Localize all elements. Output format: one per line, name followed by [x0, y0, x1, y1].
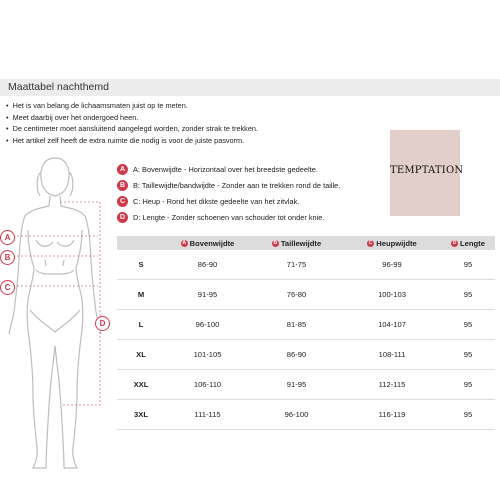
size-table-header [117, 236, 495, 250]
taillewijdte-cell: 81-85 [286, 320, 307, 329]
header-lengte: D Lengte [452, 238, 485, 248]
size-cell: M [137, 290, 145, 299]
size-cell: L [138, 320, 144, 329]
marker-c: C [0, 280, 15, 295]
size-cell: S [138, 260, 144, 269]
instruction-list [6, 100, 258, 146]
instruction-item: • Het is van belang de lichaamsmaten juist op te meten. [6, 100, 258, 112]
heupwijdte-cell: 100-103 [378, 290, 406, 299]
size-table [117, 236, 495, 430]
instruction-item: • De centimeter moet aansluitend aangelegd worden, zonder strak te trekken. [6, 123, 258, 135]
title-bar [0, 79, 500, 96]
heupwijdte-cell: 104-107 [378, 320, 406, 329]
table-row [117, 370, 495, 400]
bovenwijdte-cell: 106-110 [193, 380, 222, 389]
brand-logo [390, 130, 464, 216]
table-row [117, 280, 495, 310]
lengte-cell: 95 [463, 260, 473, 269]
lengte-cell: 95 [463, 320, 473, 329]
heupwijdte-cell: 116-119 [378, 410, 406, 419]
lengte-cell: 95 [463, 290, 473, 299]
legend-text: C: Heup - Rond het dikste gedeelte van het zitvlak. [133, 196, 300, 206]
bovenwijdte-cell: 111-115 [194, 410, 221, 419]
lengte-cell: 95 [463, 410, 473, 419]
legend-badge: C [117, 196, 128, 207]
header-heupwijdte: C Heupwijdte [368, 238, 417, 248]
marker-b: B [0, 250, 15, 265]
taillewijdte-cell: 96-100 [284, 410, 309, 419]
instruction-item: • Meet daarbij over het ondergoed heen. [6, 112, 258, 124]
bovenwijdte-cell: 86-90 [197, 260, 218, 269]
legend-text: B: Taillewijdte/bandwijdte - Zonder aan te trekken rond de taille. [133, 180, 341, 190]
size-cell: XL [136, 350, 146, 359]
legend-badge: B [117, 180, 128, 191]
taillewijdte-cell: 76-80 [286, 290, 307, 299]
lengte-cell: 95 [463, 350, 473, 359]
heupwijdte-cell: 108-111 [378, 350, 406, 359]
size-cell: XXL [133, 380, 149, 389]
bovenwijdte-cell: 96-100 [195, 320, 220, 329]
legend-badge: A [117, 164, 128, 175]
marker-a: A [0, 230, 15, 245]
size-cell: 3XL [134, 410, 148, 419]
brand-logo-text: TEMPTATION [390, 165, 464, 176]
lengte-cell: 95 [463, 380, 473, 389]
legend-item [117, 193, 340, 209]
heupwijdte-cell: 96-99 [382, 260, 402, 269]
table-row [117, 250, 495, 280]
table-row [117, 310, 495, 340]
measurement-legend [117, 161, 340, 225]
taillewijdte-cell: 91-95 [286, 380, 307, 389]
legend-item [117, 161, 340, 177]
bovenwijdte-cell: 101-105 [193, 350, 222, 359]
page-title: Maattabel nachthemd [8, 81, 109, 93]
taillewijdte-cell: 86-90 [286, 350, 307, 359]
taillewijdte-cell: 71-75 [286, 260, 307, 269]
legend-item [117, 209, 340, 225]
marker-d: D [95, 316, 110, 331]
legend-text: D: Lengte - Zonder schoenen van schouder tot onder knie. [133, 212, 325, 222]
heupwijdte-cell: 112-115 [378, 380, 406, 389]
legend-text: A: Bovenwijdte - Horizontaal over het breedste gedeelte. [133, 164, 318, 174]
instruction-item: • Het artikel zelf heeft de extra ruimte die nodig is voor de juiste pasvorm. [6, 135, 258, 147]
header-bovenwijdte: A Bovenwijdte [182, 238, 235, 248]
legend-badge: D [117, 212, 128, 223]
table-row [117, 340, 495, 370]
table-row [117, 400, 495, 430]
header-taillewijdte: B Taillewijdte [273, 238, 322, 248]
legend-item [117, 177, 340, 193]
bovenwijdte-cell: 91-95 [197, 290, 218, 299]
